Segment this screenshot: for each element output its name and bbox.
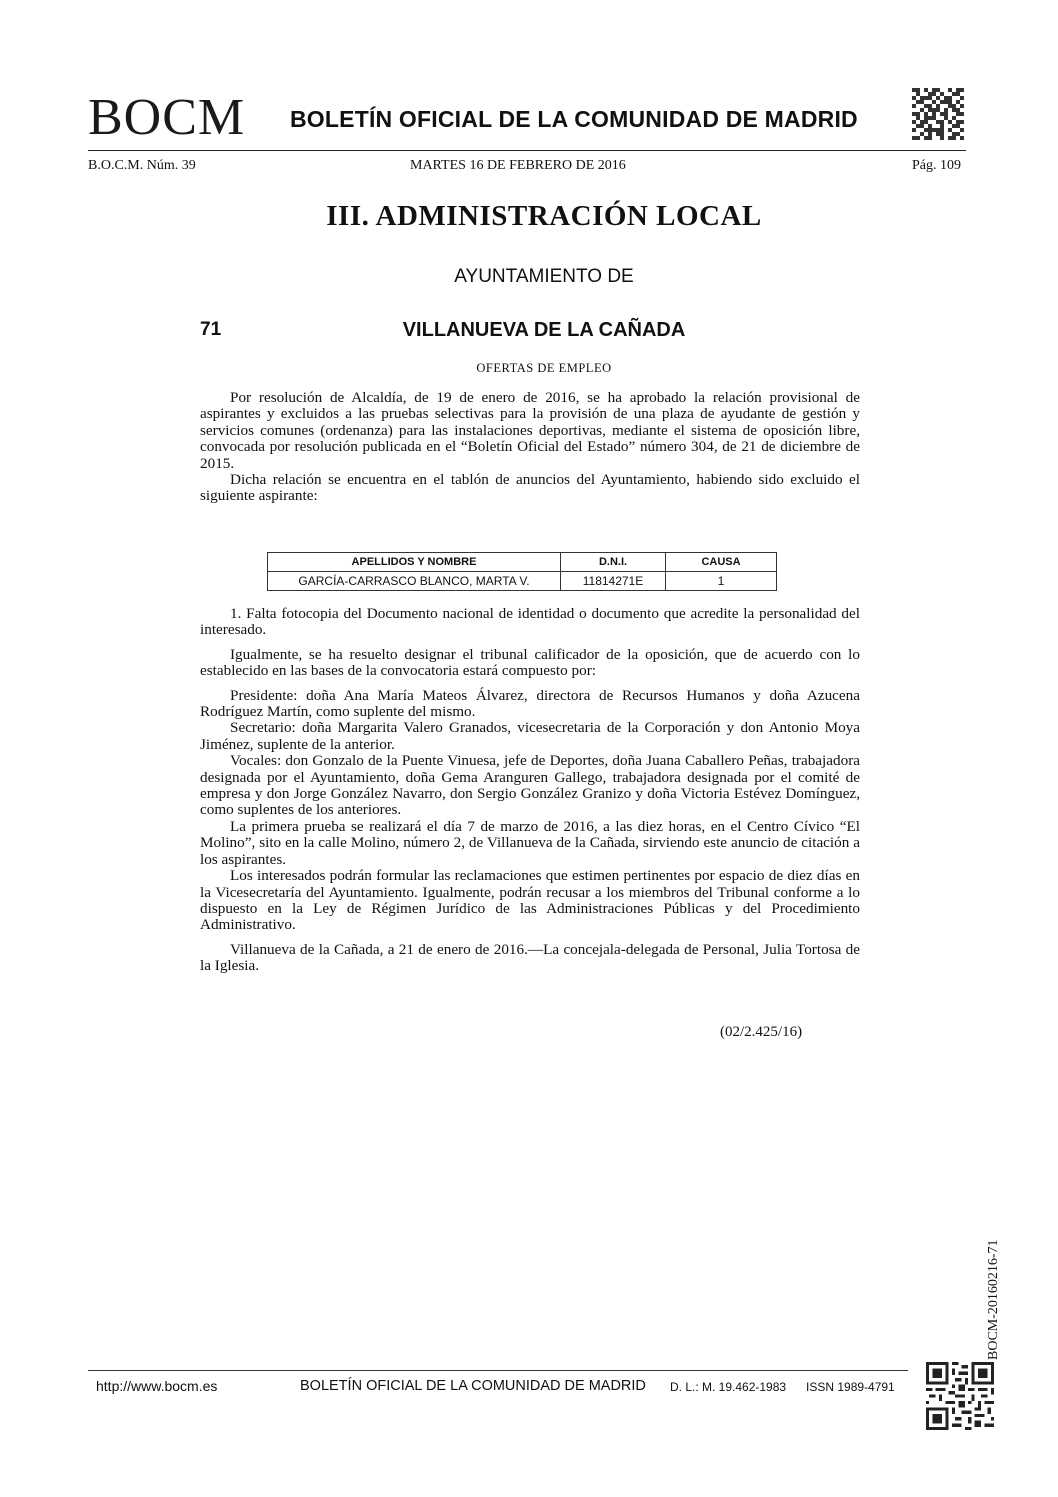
announcement-number: 71 — [200, 319, 222, 340]
side-code — [968, 1200, 1001, 1360]
municipality-heading: VILLANUEVA DE LA CAÑADA — [402, 319, 686, 341]
paragraph: Vocales: don Gonzalo de la Puente Vinuesa, jefe de Deportes, doña Juana Caballero Peñas, trabajadora designada por el Ayuntamiento, doña Gema Aranguren Gallego, trabajadora designada por el comité de empresa y don Jorge González Navarro, don Sergio González Granizo y doña Victoria Estévez Domínguez, como suplentes de los anteriores. — [200, 752, 860, 819]
column-header-dni: D.N.I. — [561, 553, 666, 572]
bulletin-title: BOLETÍN OFICIAL DE LA COMUNIDAD DE MADRID — [290, 106, 858, 132]
qr-code-icon — [926, 1362, 994, 1430]
footer-url[interactable]: http://www.bocm.es — [96, 1378, 218, 1394]
footer-rule — [88, 1370, 908, 1371]
cell-name: GARCÍA-CARRASCO BLANCO, MARTA V. — [268, 572, 561, 591]
excluded-table-wrapper — [267, 552, 777, 591]
issn: ISSN 1989-4791 — [806, 1380, 895, 1394]
issue-date: MARTES 16 DE FEBRERO DE 2016 — [410, 158, 626, 173]
intro-block — [200, 390, 860, 505]
cell-dni: 11814271E — [561, 572, 666, 591]
cause-note: 1. Falta fotocopia del Documento nacional de identidad o documento que acredite la personalidad del interesado. — [200, 605, 860, 639]
footer-title: BOLETÍN OFICIAL DE LA COMUNIDAD DE MADRID — [300, 1378, 646, 1394]
main-block — [200, 606, 860, 975]
signature: Villanueva de la Cañada, a 21 de enero de 2016.—La concejala-delegada de Personal, Julia Tortosa de la Iglesia. — [200, 940, 860, 975]
cell-cause: 1 — [666, 572, 777, 591]
paragraph: La primera prueba se realizará el día 7 de marzo de 2016, a las diez horas, en el Centro Cívico “El Molino”, sito en la calle Molino, número 2, de Villanueva de la Cañada, sirviendo este anuncio de citación a los aspirantes. — [200, 817, 860, 868]
section-title: III. ADMINISTRACIÓN LOCAL — [326, 200, 762, 232]
paragraph: Presidente: doña Ana María Mateos Álvarez, directora de Recursos Humanos y doña Azucena Rodríguez Martín, como suplente del mismo. — [200, 686, 860, 721]
paragraph: Secretario: doña Margarita Valero Granados, vicesecretaria de la Corporación y don Antonio Moya Jiménez, suplente de la anterior. — [200, 719, 860, 753]
reference-code: (02/2.425/16) — [720, 1024, 803, 1040]
issue-number: B.O.C.M. Núm. 39 — [88, 158, 196, 173]
paragraph: Igualmente, se ha resuelto designar el tribunal calificador de la oposición, que de acuerdo con lo establecido en las bases de la convocatoria estará compuesto por: — [200, 645, 860, 680]
column-header-name: APELLIDOS Y NOMBRE — [268, 553, 561, 572]
page-number: Pág. 109 — [912, 158, 961, 173]
qr-code-icon — [912, 88, 964, 140]
paragraph: Los interesados podrán formular las reclamaciones que estimen pertinentes por espacio de diez días en la Vicesecretaría del Ayuntamiento. Igualmente, podrán recusar a los miembros del Tribunal conforme a lo dispuesto en la Ley de Régimen Jurídico de las Administraciones Públicas y del Procedimiento Administrativo. — [200, 867, 860, 934]
header-rule — [88, 150, 966, 151]
authority-heading: AYUNTAMIENTO DE — [454, 266, 634, 287]
side-code-text: BOCM-20160216-71 — [986, 1239, 1001, 1360]
column-header-cause: CAUSA — [666, 553, 777, 572]
legal-deposit: D. L.: M. 19.462-1983 — [670, 1380, 787, 1394]
table-header-row — [268, 553, 777, 572]
paragraph: Por resolución de Alcaldía, de 19 de enero de 2016, se ha aprobado la relación provisional de aspirantes y excluidos a las pruebas selectivas para la provisión de una plaza de ayudante de gestión y servicios comunes (ordenanza) para las instalaciones deportivas, mediante el sistema de oposición libre, convocada por resolución publicada en el “Boletín Oficial del Estado” número 304, de 21 de diciembre de 2015. — [200, 389, 860, 472]
paragraph: Dicha relación se encuentra en el tablón de anuncios del Ayuntamiento, habiendo sido excluido el siguiente aspirante: — [200, 471, 860, 505]
bocm-logo: BOCM — [88, 89, 246, 146]
excluded-table — [267, 552, 777, 591]
subsection-heading: OFERTAS DE EMPLEO — [476, 361, 612, 375]
table-row — [268, 572, 777, 591]
